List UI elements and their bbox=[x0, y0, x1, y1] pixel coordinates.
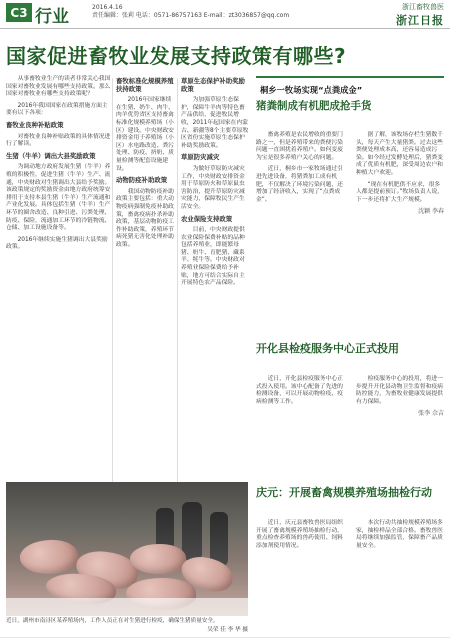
story1-c2-p1: 据了解，该牧场存栏生猪数千头，每天产生大量猪粪。过去这些粪便处理成本高，还容易造成污染。如今经过发酵处理后，猪粪变成了优质有机肥，深受周边农户和种植大户欢迎。 bbox=[356, 132, 443, 176]
story3-col1 bbox=[256, 520, 344, 620]
issue-meta bbox=[92, 4, 289, 20]
story2-byline: 张李 佘吉 bbox=[418, 410, 444, 418]
story3-c2: 本次行动共抽检规模养殖场多家，抽检样品全部合格。畜牧兽医局将继续加强监管，保障畜产品质量安全。 bbox=[356, 520, 443, 549]
col3-p2: 为做好草原防灾减灾工作，中央财政安排资金用于草原防火和草原鼠虫害防治，提升草原防灾减灾能力，保障牧民生产生活安全。 bbox=[181, 165, 245, 210]
article-column-2 bbox=[116, 76, 176, 546]
story1-body bbox=[256, 132, 444, 338]
col3-p1: 为加强草原生态保护，保障牛羊肉等特色畜产品供给，促进牧民增收，2011年起国家在内蒙古、新疆等8个主要草原牧区省份实施草原生态保护补助奖励政策。 bbox=[181, 97, 249, 149]
story1-byline: 沈颖 李春 bbox=[418, 208, 444, 216]
col1-p5: 2016年继续实施生猪调出大县奖励政策。 bbox=[6, 236, 108, 251]
col1-p1: 从事畜牧业生产的读者非常关心我国国家对畜牧业发展有哪些支持政策。那么国家对畜牧业有哪些支持政策呢？ bbox=[6, 76, 111, 98]
story3-title: 庆元：开展畜禽规模养殖场抽检行动 bbox=[256, 486, 432, 499]
story1-col2 bbox=[356, 132, 444, 338]
article-column-1 bbox=[6, 76, 111, 546]
story2-title: 开化县检疫服务中心正式投用 bbox=[256, 342, 399, 355]
person-figure bbox=[210, 512, 228, 566]
story1-c1-p2: 近日，桐乡市一家牧场通过引进先进设备，将猪粪加工成有机肥，不仅解决了环境污染问题，还增加了经济收入，实现了“点粪成金”。 bbox=[256, 166, 343, 203]
right-section-rule bbox=[256, 76, 444, 78]
column-divider bbox=[112, 78, 113, 548]
photo-caption bbox=[6, 618, 248, 636]
col1-p3: 对畜牧业良种补贴政策的具体情况进行了解读。 bbox=[6, 133, 111, 148]
col3-sub2: 草原防灾减灾 bbox=[181, 153, 220, 162]
col2-sub1: 畜牧标准化规模养殖扶持政策 bbox=[116, 77, 174, 93]
photo-caption-text: 近日，湖州市南浔区某养殖场内，工作人员正在对生猪进行检疫，确保生猪质量安全。 bbox=[6, 618, 219, 624]
headline-text: 国家促进畜牧业发展支持政策有哪些? bbox=[6, 43, 347, 68]
col2-p1: 2016年国家继续在生猪、奶牛、肉牛、肉羊优势省区支持畜禽标准化规模养殖场（小区）建设。中央财政安排资金用于养殖场（小区）水电路改造、粪污处理、防疫、挤奶、质量检测等配套设施建设。 bbox=[116, 97, 174, 172]
story3-c1: 近日，庆元县畜牧兽医局组织开展了畜禽规模养殖场抽检行动，重点检查养殖场的兽药使用、饲料添加剂使用情况。 bbox=[256, 520, 343, 549]
news-photo bbox=[6, 482, 248, 616]
brand-tag: 浙江畜牧兽医 bbox=[402, 3, 444, 11]
footer-divider bbox=[0, 637, 450, 638]
story3-col2 bbox=[356, 520, 444, 620]
col1-sub2: 生猪（牛羊）调出大县奖励政策 bbox=[6, 151, 96, 160]
paper-name: 浙江日报 bbox=[396, 14, 444, 27]
pig-carcass bbox=[18, 536, 80, 578]
story1-c2-p2: “现在有机肥供不应求，很多人都是提前预订。”牧场负责人说，下一步还将扩大生产规模。 bbox=[356, 181, 444, 203]
col3-sub1: 草原生态保护补助奖励政策 bbox=[181, 77, 245, 93]
col3-sub3: 农业保险支持政策 bbox=[181, 214, 233, 223]
column-divider bbox=[177, 78, 178, 548]
person-figure bbox=[182, 502, 202, 560]
col3-p3: 目前，中央财政提供农业保险保费补贴的品种包括养殖业，即能繁母猪、奶牛、育肥猪、藏系羊、牦牛等。中央财政对养殖业保险保费给予补贴，地方可结合实际自主开展特色农产品保险。 bbox=[181, 227, 245, 287]
article-column-3 bbox=[181, 76, 249, 546]
col2-p2: 我国动物防疫补助政策主要包括：重大动物疫病强制免疫补助政策，畜禽疫病扑杀补助政策，基层动物防疫工作补助政策，养殖环节病死猪无害化处理补助政策。 bbox=[116, 188, 174, 248]
col1-p2: 2016年我国国家在政策措施方面主要有以下各项： bbox=[6, 102, 108, 117]
story1-kicker: 桐乡一牧场实现“点粪成金” bbox=[260, 85, 363, 95]
story1-c1-p1: 畜禽养殖是农民增收的重要门路之一，但是养殖带来的粪便污染问题一直困扰着养殖户。如何变废为宝是很多养殖户关心的问题。 bbox=[256, 132, 343, 161]
story1-col1 bbox=[256, 132, 344, 338]
story2-col1 bbox=[256, 376, 344, 480]
issue-contact: 责任编辑：张莉 电话：0571-86757163 E-mail：zt3036857@qq.com bbox=[92, 12, 290, 19]
story2-c2: 检疫服务中心的投用，将进一步提升开化县动物卫生监督和疫病防控能力，为畜牧业健康发展提供有力保障。 bbox=[356, 376, 443, 405]
photo-credit: 吴荣 佳 李 华 摄 bbox=[207, 627, 248, 633]
col2-sub2: 动物防疫补助政策 bbox=[116, 176, 168, 185]
story2-c1: 近日，开化县检疫服务中心正式投入使用。该中心配备了先进的检测设备，可以开展动物检疫、疫病检测等工作。 bbox=[256, 376, 343, 405]
issue-date: 2016.4.16 bbox=[92, 4, 123, 11]
story1-title: 猪粪制成有机肥成抢手货 bbox=[256, 100, 372, 112]
col1-sub1: 畜牧业良种补贴政策 bbox=[6, 120, 64, 129]
section-code: C3 bbox=[6, 3, 32, 22]
page-header bbox=[0, 0, 450, 29]
story-kaihua bbox=[256, 342, 444, 480]
main-headline bbox=[6, 34, 444, 74]
section-name: 行业 bbox=[35, 7, 69, 27]
story2-col2 bbox=[356, 376, 444, 480]
story-qingyuan bbox=[256, 486, 444, 620]
brand bbox=[396, 2, 444, 28]
story-tongxiang bbox=[256, 80, 444, 338]
col1-p4: 为调动地方政府发展生猪（牛羊）养殖的积极性，促进生猪（牛羊）生产、流通，中央财政对生猪调出大县给予奖励。该政策规定的奖励资金由地方政府统筹安排用于支持本县生猪（牛羊）生产流通和产业化发展。具体包括生猪（牛羊）生产环节的圈舍改造、良种引进、污粪处理、防疫、保险，流通加工环节的冷链物流、仓储、加工设施设备等。 bbox=[6, 164, 111, 232]
photo-overlay bbox=[6, 598, 248, 616]
